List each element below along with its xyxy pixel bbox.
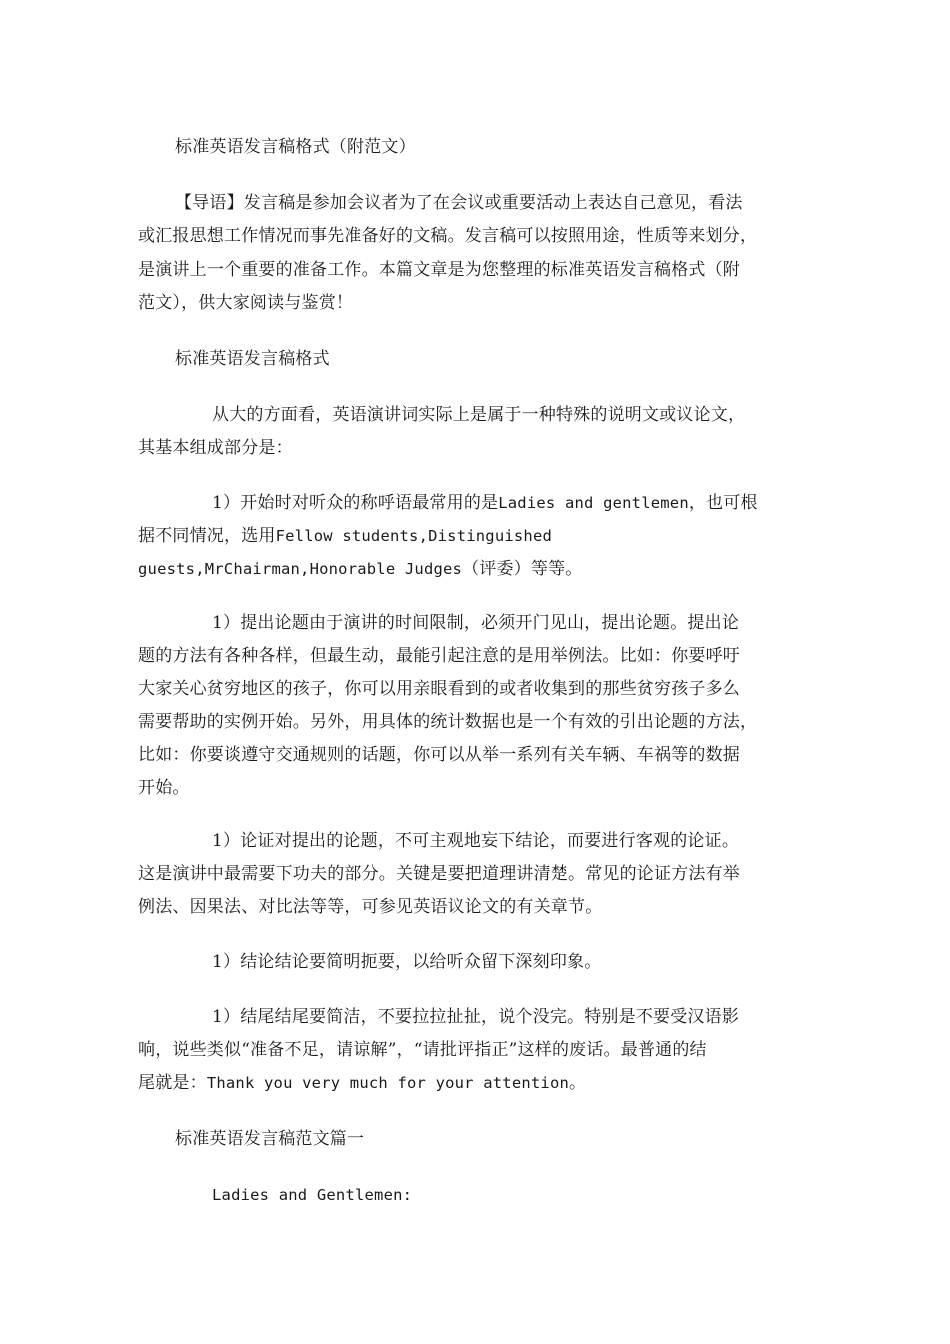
address-line-3-suffix: （评委）等等。 xyxy=(462,559,583,579)
address-line-1-english: Ladies and gentlemen xyxy=(498,494,689,512)
overview-line-1: 从大的方面看，英语演讲词实际上是属于一种特殊的说明文或议论文， xyxy=(212,405,746,425)
topic-line-6: 开始。 xyxy=(138,778,190,798)
intro-line-3: 是演讲上一个重要的准备工作。本篇文章是为您整理的标准英语发言稿格式（附 xyxy=(138,260,740,280)
topic-line-4: 需要帮助的实例开始。另外，用具体的统计数据也是一个有效的引出论题的方法， xyxy=(138,712,758,732)
topic-line-2: 题的方法有各种各样，但最生动，最能引起注意的是用举例法。比如：你要呼吁 xyxy=(138,646,740,666)
section-heading-sample: 标准英语发言稿范文篇一 xyxy=(175,1129,365,1149)
topic-line-1: 1）提出论题由于演讲的时间限制，必须开门见山，提出论题。提出论 xyxy=(212,613,740,633)
argument-line-1: 1）论证对提出的论题，不可主观地妄下结论，而要进行客观的论证。 xyxy=(212,831,740,851)
section-heading-format: 标准英语发言稿格式 xyxy=(175,349,330,369)
ending-line-3 xyxy=(138,1069,586,1097)
address-line-3 xyxy=(138,555,583,583)
document-title: 标准英语发言稿格式（附范文） xyxy=(175,137,416,157)
address-line-2-prefix: 据不同情况，选用 xyxy=(138,526,276,546)
address-line-3-english: guests,MrChairman,Honorable Judges xyxy=(138,560,463,578)
intro-line-1: 【导语】发言稿是参加会议者为了在会议或重要活动上表达自己意见，看法 xyxy=(175,193,743,213)
address-line-1-suffix: ，也可根 xyxy=(688,493,758,513)
ending-line-3-prefix: 尾就是： xyxy=(138,1073,207,1093)
ending-line-1: 1）结尾结尾要简洁，不要拉拉扯扯，说个没完。特别是不要受汉语影 xyxy=(212,1007,740,1027)
address-line-1-prefix: 1）开始时对听众的称呼语最常用的是 xyxy=(212,493,499,513)
address-line-2 xyxy=(138,522,552,550)
intro-line-2: 或汇报思想工作情况而事先准备好的文稿。发言稿可以按照用途，性质等来划分， xyxy=(138,226,758,246)
overview-line-2: 其基本组成部分是： xyxy=(138,438,293,458)
address-line-1 xyxy=(212,489,758,517)
topic-line-5: 比如：你要谈遵守交通规则的话题，你可以从举一系列有关车辆、车祸等的数据 xyxy=(138,745,740,765)
argument-line-2: 这是演讲中最需要下功夫的部分。关键是要把道理讲清楚。常见的论证方法有举 xyxy=(138,864,740,884)
address-line-2-english: Fellow students,Distinguished xyxy=(275,527,553,545)
ending-line-3-suffix: 。 xyxy=(569,1073,587,1093)
salutation: Ladies and Gentlemen: xyxy=(212,1186,413,1204)
conclusion-line: 1）结论结论要简明扼要，以给听众留下深刻印象。 xyxy=(212,952,602,972)
ending-line-2: 响，说些类似“准备不足，请谅解”，“请批评指正”这样的废话。最普通的结 xyxy=(138,1040,707,1060)
intro-line-4: 范文），供大家阅读与鉴赏！ xyxy=(138,293,354,313)
argument-line-3: 例法、因果法、对比法等等，可参见英语议论文的有关章节。 xyxy=(138,897,603,917)
ending-line-3-english: Thank you very much for your attention xyxy=(206,1074,570,1092)
topic-line-3: 大家关心贫穷地区的孩子，你可以用亲眼看到的或者收集到的那些贫穷孩子多么 xyxy=(138,679,740,699)
